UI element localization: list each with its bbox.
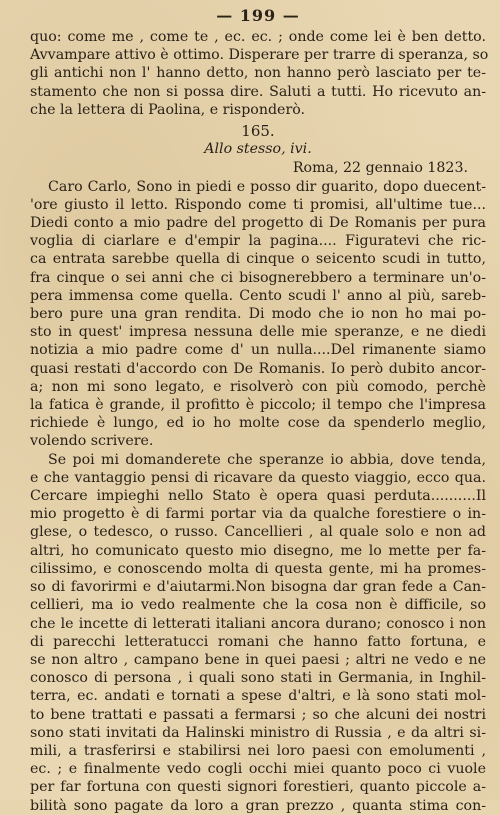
text-line: fra cinque o sei anni che ci bisognerebbero a terminare un'o-: [30, 269, 486, 286]
text-line: glese, o tedesco, o russo. Cancellieri , al quale solo e non ad: [30, 524, 486, 541]
text-line: a; non mi sono legato, e risolverò con più comodo, perchè: [30, 378, 486, 395]
text-line: sono stati invitati da Halinski ministro di Russia , e da altri si-: [30, 724, 486, 741]
text-line: terra, ec. andati e tornati a spese d'altri, e là sono stati mol-: [30, 688, 486, 705]
text-line: richiede è lungo, ed io ho molte cose da spenderlo meglio,: [30, 415, 486, 432]
text-line: notizia a mio padre come d' un nulla....Del rimanente siamo: [30, 342, 486, 359]
text-line: Se poi mi domanderete che speranze io abbia, dove tenda,: [48, 451, 486, 468]
text-line: e che vantaggio pensi di ricavare da questo viaggio, ecco qua.: [30, 469, 486, 486]
text-line: gli antichi non l' hanno detto, non hanno però lasciato per te-: [30, 65, 486, 82]
top-paragraph: [30, 28, 489, 119]
letter-body: [30, 178, 486, 815]
text-line: to bene trattati e passati a fermarsi ; so che alcuni dei nostri: [30, 706, 486, 723]
text-line: 'ore giusto il letto. Rispondo come ti promisi, all'ultime tue...: [30, 196, 486, 213]
text-line: quo: come me , come te , ec. ec. ; onde come lei è ben detto.: [30, 29, 486, 45]
text-line: che le incette di letterati italiani ancora durano; conosco i non: [30, 615, 486, 632]
text-line: pera immensa come quella. Cento scudi l' anno al più, sareb-: [30, 287, 486, 304]
text-line: Diedi conto a mio padre del progetto di De Romanis per pura: [30, 215, 486, 232]
page-number: — 199 —: [216, 6, 300, 25]
text-line: bilità sono pagate da loro a gran prezzo , quanta stima con-: [30, 797, 486, 814]
letter-number: 165.: [241, 122, 275, 141]
text-line: ec. ; e finalmente vedo cogli occhi miei quanto poco ci vuole: [30, 761, 486, 778]
text-line: cellieri, ma io vedo realmente che la cosa non è difficile, so: [30, 597, 486, 614]
text-line: stamento che non si possa dire. Saluti a tutti. Ho ricevuto an-: [30, 83, 486, 100]
text-line: di parecchi letteratucci romani che hanno fatto fortuna, e: [30, 633, 486, 650]
text-line: la fatica è grande, il profitto è piccolo; il tempo che l'impresa: [30, 397, 486, 414]
text-line: Caro Carlo, Sono in piedi e posso dir guarito, dopo duecent-: [48, 178, 486, 195]
text-line: per far fortuna con questi signori forestieri, quanto piccole a-: [30, 779, 486, 796]
text-line: se non altro , campano bene in quei paesi ; altri ne vedo e ne: [30, 651, 486, 668]
text-line: altri, ho comunicato questo mio disegno, me lo mette per fa-: [30, 542, 486, 559]
text-line: quasi restati d'accordo con De Romanis. Io però dubito ancor-: [30, 360, 486, 377]
text-line: voglia di ciarlare e d'empir la pagina.... Figuratevi che ric-: [30, 233, 486, 250]
text-line: volendo scrivere.: [30, 433, 154, 450]
text-line: conosco di persona , i quali sono stati in Germania, in Inghil-: [30, 670, 486, 687]
text-line: Cercare impieghi nello Stato è opera quasi perduta..........Il: [30, 488, 486, 505]
text-line: sto in quest' impresa nessuna delle mie speranze, e ne diedi: [30, 324, 486, 341]
letter-addressee: Allo stesso, ivi.: [204, 141, 312, 158]
text-line: bero pure una gran rendita. Di modo che io non ho mai po-: [30, 306, 486, 323]
text-line: mili, a trasferirsi e stabilirsi nei loro paesi con emolumenti ,: [30, 742, 486, 759]
text-line: mio progetto è di farmi portar via da qualche forestiere o in-: [30, 506, 486, 523]
text-line: Avvampare attivo è ottimo. Disperare per trarre di speranza, so: [30, 47, 489, 64]
letter-date: Roma, 22 gennaio 1823.: [292, 160, 468, 177]
text-line: ca entrata sarebbe quella di cinque o seicento scudi in tutto,: [30, 251, 486, 268]
text-line: cilissimo, e conoscendo molta di questa gente, mi ha promes-: [30, 560, 486, 577]
text-line: che la lettera di Paolina, e risponderò.: [30, 101, 306, 118]
text-line: so di favorirmi e d'aiutarmi.Non bisogna dar gran fede a Can-: [30, 579, 486, 596]
